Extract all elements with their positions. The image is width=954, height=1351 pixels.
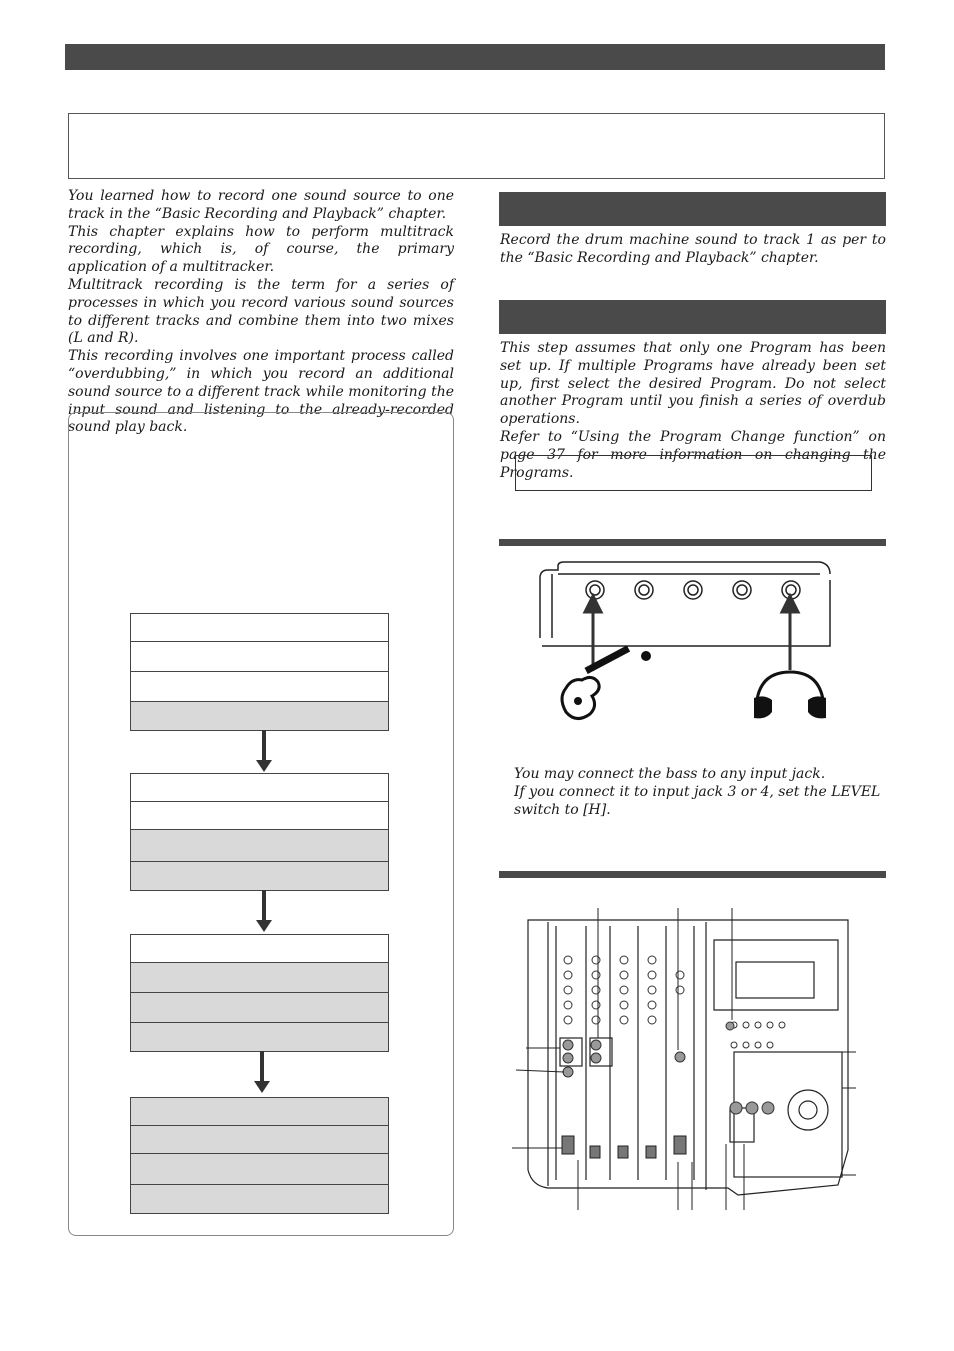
cable-arrows xyxy=(585,596,798,670)
mixer-section-bar xyxy=(499,871,886,878)
intro-paragraph: This chapter explains how to perform multitrack recording, which is, of course, the primary application of a multitracker. xyxy=(68,223,454,276)
connection-note-line: If you connect it to input jack 3 or 4, set the LEVEL switch to [H]. xyxy=(514,783,881,818)
flow-row xyxy=(131,614,388,642)
flow-row xyxy=(131,993,388,1023)
flow-group-2 xyxy=(130,773,389,891)
page-header-bar xyxy=(65,44,885,70)
guitar-icon xyxy=(562,645,651,718)
step1-text: Record the drum machine sound to track 1 as per to the “Basic Recording and Playback” chapter. xyxy=(500,232,886,266)
intro-paragraph: You learned how to record one sound source to one track in the “Basic Recording and Playback” chapter. xyxy=(68,188,454,222)
flow-group-3 xyxy=(130,934,389,1052)
flow-row xyxy=(131,642,388,672)
step1-heading-bar xyxy=(499,192,886,226)
flow-group-1 xyxy=(130,613,389,731)
step2-heading-bar xyxy=(499,300,886,334)
headphones-icon xyxy=(754,672,826,718)
flow-row xyxy=(131,1126,388,1154)
input-jacks xyxy=(586,581,800,599)
flow-row xyxy=(131,935,388,963)
flow-row xyxy=(131,1185,388,1213)
connection-note xyxy=(514,766,886,819)
down-arrow-icon xyxy=(250,728,278,776)
connection-illustration xyxy=(530,560,840,730)
flow-row xyxy=(131,830,388,862)
step2-paragraph: This step assumes that only one Program has been set up. If multiple Programs have already been set up, first select the desired Program. Do not select another Program until you finish a series of overdub operations. xyxy=(500,340,886,428)
connection-note-line: You may connect the bass to any input jack. xyxy=(514,766,826,782)
intro-text xyxy=(68,188,454,437)
flow-row xyxy=(131,1098,388,1126)
flow-row xyxy=(131,862,388,890)
flow-row xyxy=(131,1154,388,1185)
flow-group-4 xyxy=(130,1097,389,1214)
intro-paragraph: This recording involves one important process called “overdubbing,” in which you record an additional sound source to a different track while monitoring the input sound and listening to the already-recorded sound play back. xyxy=(68,348,454,436)
chapter-title-box xyxy=(68,113,885,179)
connection-section-bar xyxy=(499,539,886,546)
note-box xyxy=(515,455,872,491)
flow-row xyxy=(131,963,388,993)
step2-paragraph: Refer to “Using the Program Change function” on page 37 for more information on changing the Programs. xyxy=(500,428,886,481)
flow-row xyxy=(131,774,388,802)
flow-row xyxy=(131,672,388,702)
flow-row xyxy=(131,802,388,830)
down-arrow-icon xyxy=(248,1049,276,1097)
down-arrow-icon xyxy=(250,888,278,936)
mixer-diagram xyxy=(508,900,868,1220)
flow-row xyxy=(131,702,388,730)
flow-row xyxy=(131,1023,388,1051)
intro-paragraph: Multitrack recording is the term for a series of processes in which you record various sound sources to different tracks and combine them into two mixes (L and R). xyxy=(68,276,454,347)
